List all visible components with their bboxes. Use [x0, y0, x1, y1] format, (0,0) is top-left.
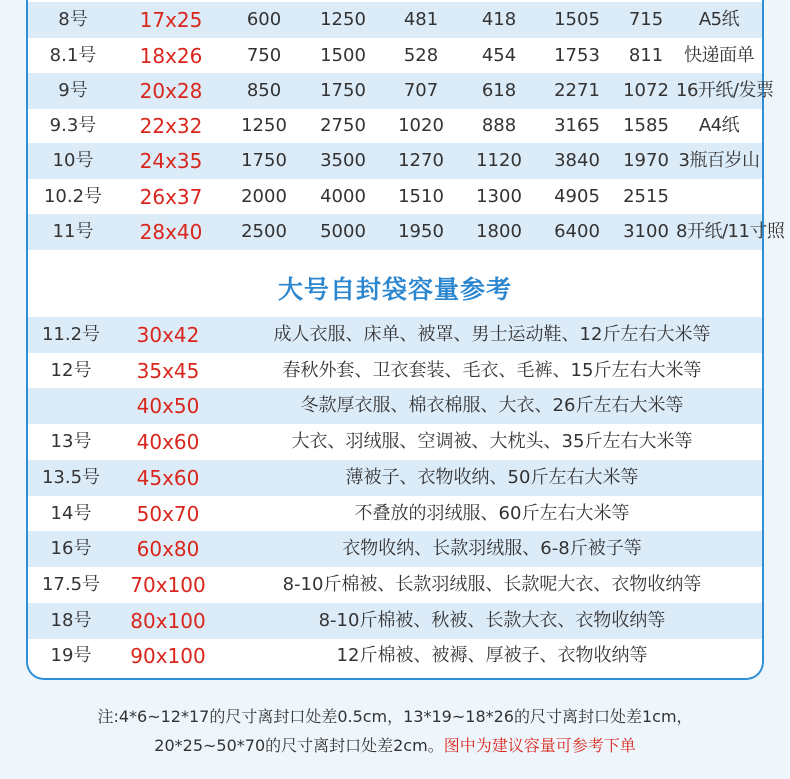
- top-row-value-3: 750: [246, 45, 282, 66]
- large-table-row: [28, 460, 762, 496]
- top-row-use: 16开纸/发票: [676, 80, 774, 101]
- large-row-size: 70x100: [130, 573, 206, 597]
- top-row-value-7: 4905: [554, 186, 600, 207]
- large-row-description: 衣物收纳、长款羽绒服、6-8斤被子等: [342, 538, 642, 559]
- top-row-value-8: 1970: [623, 150, 669, 171]
- top-row-value-7: 1505: [554, 9, 600, 30]
- large-row-number: 17.5号: [41, 574, 101, 595]
- top-row-value-4: 2750: [320, 115, 366, 136]
- top-row-size: 17x25: [139, 8, 203, 32]
- top-row-value-8: 715: [628, 9, 664, 30]
- top-row-value-5: 481: [403, 9, 439, 30]
- top-table-row: [28, 143, 762, 179]
- top-table-row: [28, 108, 762, 144]
- top-row-value-7: 3840: [554, 150, 600, 171]
- large-table-row: [28, 638, 762, 674]
- top-row-number: 8.1号: [49, 45, 97, 66]
- large-row-number: 18号: [50, 610, 92, 631]
- top-row-value-5: 528: [403, 45, 439, 66]
- top-row-size: 20x28: [139, 79, 203, 103]
- large-row-number: 13.5号: [41, 467, 101, 488]
- top-row-value-4: 5000: [320, 221, 366, 242]
- top-row-value-5: 1020: [398, 115, 444, 136]
- top-row-value-3: 1250: [241, 115, 287, 136]
- top-row-value-7: 6400: [554, 221, 600, 242]
- large-row-size: 90x100: [130, 644, 206, 668]
- large-row-size: 60x80: [136, 537, 200, 561]
- top-table-row: [28, 38, 762, 74]
- large-row-description: 不叠放的羽绒服、60斤左右大米等: [354, 503, 630, 524]
- top-table-row: [28, 73, 774, 109]
- top-row-value-3: 1750: [241, 150, 287, 171]
- large-table-row: [28, 603, 762, 639]
- top-row-use: A4纸: [698, 115, 740, 136]
- large-row-number: 14号: [50, 503, 92, 524]
- large-row-description: 大衣、羽绒服、空调被、大枕头、35斤左右大米等: [291, 431, 693, 452]
- top-table-row: [28, 179, 762, 215]
- top-row-value-6: 454: [481, 45, 517, 66]
- large-row-number: 16号: [50, 538, 92, 559]
- large-table-row: [28, 567, 762, 603]
- top-row-value-8: 1585: [623, 115, 669, 136]
- large-row-size: 40x60: [136, 430, 200, 454]
- top-row-value-4: 3500: [320, 150, 366, 171]
- large-row-description: 8-10斤棉被、长款羽绒服、长款呢大衣、衣物收纳等: [282, 574, 702, 595]
- top-row-value-6: 1300: [476, 186, 522, 207]
- top-row-use: A5纸: [698, 9, 740, 30]
- large-table-row: [28, 317, 762, 353]
- large-row-number: 13号: [50, 431, 92, 452]
- note-normal-text: 20*25~50*70的尺寸离封口处差2cm。: [154, 736, 444, 755]
- top-row-size: 26x37: [139, 185, 203, 209]
- top-row-number: 8号: [58, 9, 88, 30]
- top-row-number: 10.2号: [43, 186, 103, 207]
- large-row-number: 11.2号: [41, 324, 101, 345]
- top-row-value-8: 2515: [623, 186, 669, 207]
- large-row-description: 12斤棉被、被褥、厚被子、衣物收纳等: [336, 645, 648, 666]
- large-row-description: 春秋外套、卫衣套装、毛衣、毛裤、15斤左右大米等: [282, 360, 702, 381]
- top-row-value-6: 618: [481, 80, 517, 101]
- top-row-value-7: 1753: [554, 45, 600, 66]
- top-row-number: 10号: [52, 150, 94, 171]
- top-row-value-6: 418: [481, 9, 517, 30]
- top-row-value-3: 600: [246, 9, 282, 30]
- large-row-number: 19号: [50, 645, 92, 666]
- top-row-number: 11号: [52, 221, 94, 242]
- top-row-value-5: 1510: [398, 186, 444, 207]
- top-row-size: 24x35: [139, 149, 203, 173]
- top-row-value-6: 1800: [476, 221, 522, 242]
- capacity-card: [26, 0, 785, 680]
- top-row-use: 3瓶百岁山: [678, 150, 760, 171]
- top-row-use: 快递面单: [684, 45, 754, 66]
- top-table-row: [28, 214, 785, 250]
- top-row-value-4: 1750: [320, 80, 366, 101]
- top-row-value-4: 4000: [320, 186, 366, 207]
- large-row-size: 35x45: [136, 359, 200, 383]
- top-row-value-4: 1250: [320, 9, 366, 30]
- top-row-size: 22x32: [139, 114, 203, 138]
- top-row-value-3: 850: [246, 80, 282, 101]
- top-row-value-8: 1072: [623, 80, 669, 101]
- top-row-value-5: 1270: [398, 150, 444, 171]
- top-row-value-6: 888: [481, 115, 517, 136]
- top-row-value-8: 811: [628, 45, 664, 66]
- large-row-size: 50x70: [136, 502, 200, 526]
- large-row-description: 冬款厚衣服、棉衣棉服、大衣、26斤左右大米等: [300, 395, 684, 416]
- top-row-value-7: 3165: [554, 115, 600, 136]
- top-row-size: 18x26: [139, 44, 203, 68]
- large-row-size: 80x100: [130, 609, 206, 633]
- top-row-value-8: 3100: [623, 221, 669, 242]
- large-row-description: 8-10斤棉被、秋被、长款大衣、衣物收纳等: [318, 610, 666, 631]
- top-table-row: [28, 2, 762, 38]
- large-row-size: 40x50: [136, 394, 200, 418]
- large-table-row: [28, 424, 762, 460]
- top-row-number: 9.3号: [49, 115, 97, 136]
- large-row-description: 薄被子、衣物收纳、50斤左右大米等: [345, 467, 639, 488]
- section-title: 大号自封袋容量参考: [277, 275, 512, 304]
- top-row-use: 8开纸/11寸照: [676, 221, 785, 242]
- top-row-value-4: 1500: [320, 45, 366, 66]
- top-row-use: [676, 179, 762, 215]
- large-table-row: [28, 531, 762, 567]
- top-row-value-5: 707: [403, 80, 439, 101]
- top-row-number: 9号: [58, 80, 88, 101]
- large-row-number: 12号: [50, 360, 92, 381]
- large-table-row: [28, 496, 762, 532]
- large-row-size: 45x60: [136, 466, 200, 490]
- note-line-2: [0, 733, 790, 756]
- large-row-size: 30x42: [136, 323, 200, 347]
- top-row-size: 28x40: [139, 220, 203, 244]
- large-row-description: 成人衣服、床单、被罩、男士运动鞋、12斤左右大米等: [273, 324, 711, 345]
- note-line-1: 注:4*6~12*17的尺寸离封口处差0.5cm，13*19~18*26的尺寸离封口处差1cm，: [97, 707, 693, 726]
- large-row-number: [28, 388, 114, 424]
- top-row-value-5: 1950: [398, 221, 444, 242]
- top-row-value-3: 2000: [241, 186, 287, 207]
- large-table-row: [28, 388, 762, 424]
- note-highlight-text: 图中为建议容量可参考下单: [443, 736, 636, 755]
- top-row-value-6: 1120: [476, 150, 522, 171]
- large-table-row: [28, 353, 762, 389]
- top-row-value-3: 2500: [241, 221, 287, 242]
- top-row-value-7: 2271: [554, 80, 600, 101]
